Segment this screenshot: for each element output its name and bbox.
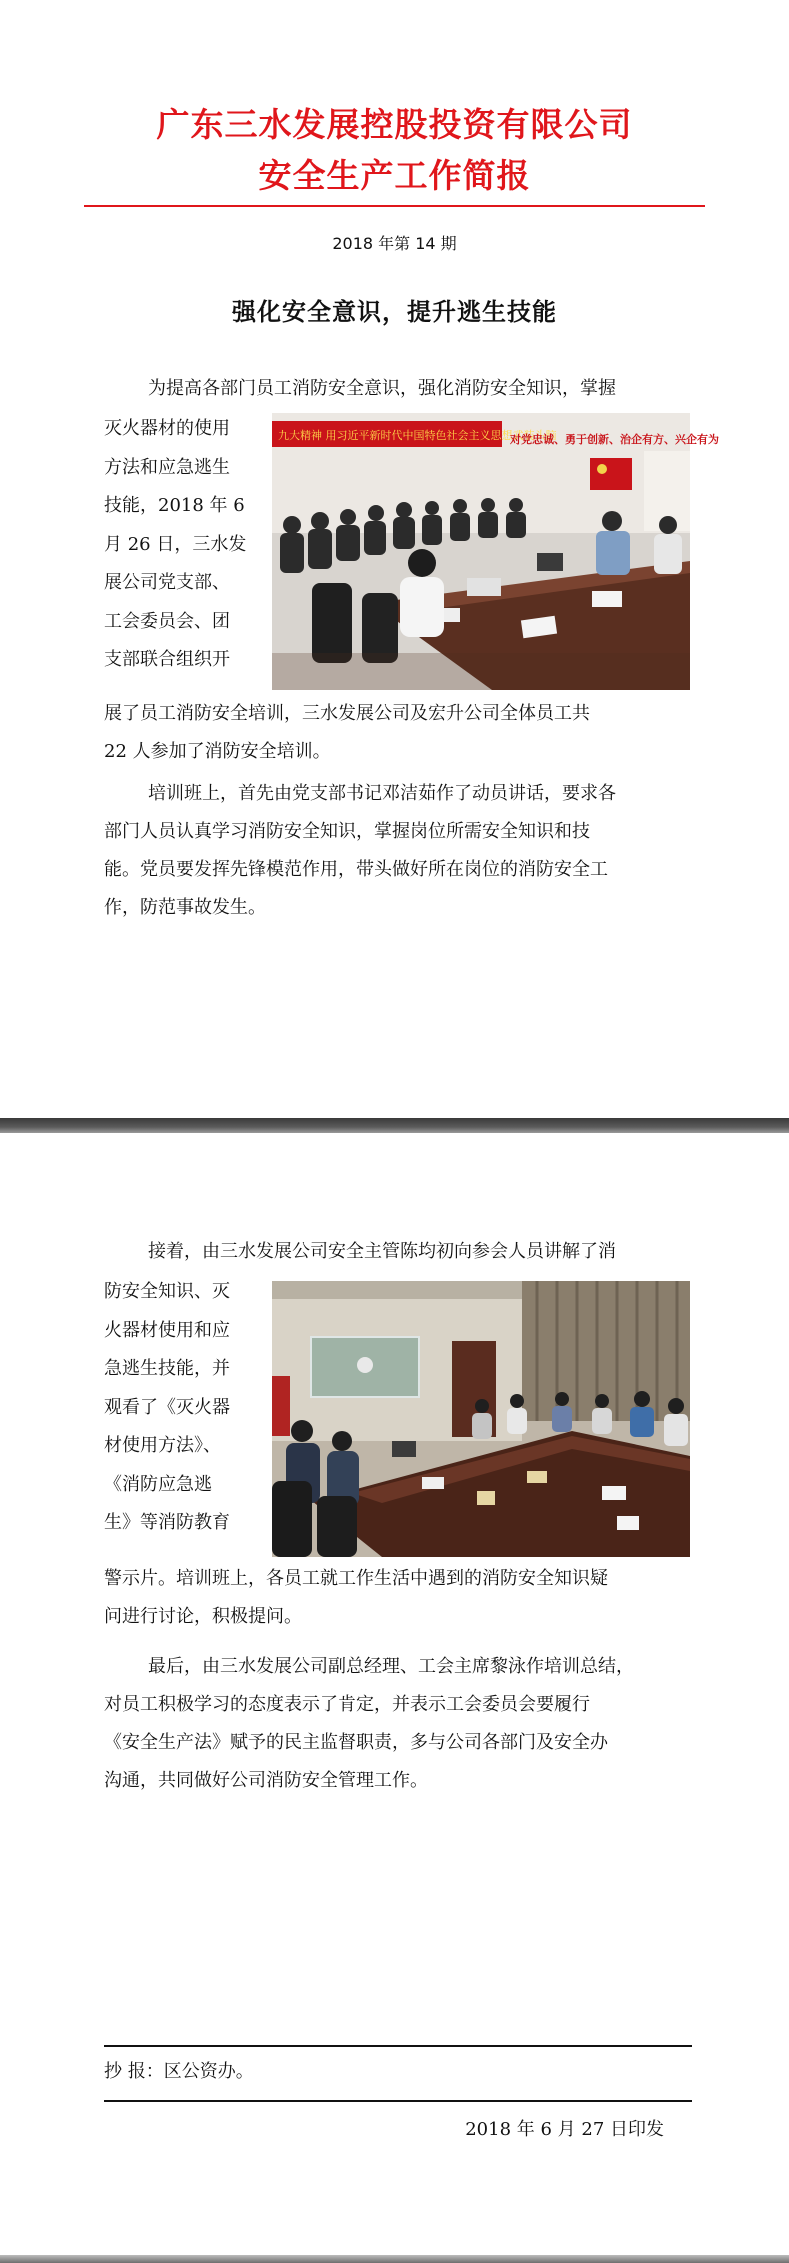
footer-rule-top <box>104 2045 692 2047</box>
paragraph-1-wrap <box>104 410 274 680</box>
text-line: 观看了《灭火器 <box>104 1396 230 1418</box>
text-line: 展了员工消防安全培训，三水发展公司及宏升公司全体员工共 <box>104 703 590 724</box>
cc-line: 抄 报：区公资办。 <box>104 2061 254 2082</box>
page-1 <box>0 0 789 1118</box>
text-line: 警示片。培训班上，各员工就工作生活中遇到的消防安全知识疑 <box>104 1568 608 1589</box>
text-line: 22 人参加了消防安全培训。 <box>104 741 331 762</box>
text-line: 《安全生产法》赋予的民主监督职责，多与公司各部门及安全办 <box>104 1732 608 1753</box>
text-line: 方法和应急逃生 <box>104 456 230 478</box>
paragraph-3-first-line: 接着，由三水发展公司安全主管陈均初向参会人员讲解了消 <box>148 1241 616 1262</box>
issue-number: 2018 年第 14 期 <box>332 234 457 253</box>
text-line: 急逃生技能，并 <box>104 1358 230 1379</box>
text-line: 《消防应急逃 <box>104 1473 212 1495</box>
red-divider <box>84 205 705 207</box>
paragraph-2 <box>104 775 693 927</box>
bulletin-title: 安全生产工作简报 <box>258 156 531 195</box>
text-line: 支部联合组织开 <box>104 649 230 670</box>
footer-rule-bottom <box>104 2100 692 2102</box>
text-line: 沟通，共同做好公司消防安全管理工作。 <box>104 1770 428 1791</box>
text-line: 问进行讨论，积极提问。 <box>104 1606 302 1627</box>
print-date: 2018 年 6 月 27 日印发 <box>465 2119 664 2140</box>
article-headline: 强化安全意识，提升逃生技能 <box>232 297 557 326</box>
page-break <box>0 1118 789 1133</box>
text-line: 材使用方法》、 <box>104 1435 221 1456</box>
training-photo-video <box>272 1281 690 1557</box>
text-line: 作，防范事故发生。 <box>104 897 266 918</box>
text-line: 培训班上，首先由党支部书记邓洁茹作了动员讲话，要求各 <box>148 783 616 804</box>
paragraph-4 <box>104 1648 693 1800</box>
paragraph-1-tail <box>104 695 693 771</box>
paragraph-3-tail <box>104 1560 693 1636</box>
page-bottom-edge <box>0 2255 789 2263</box>
text-line: 防安全知识、灭 <box>104 1281 230 1302</box>
text-line: 火器材使用和应 <box>104 1319 230 1341</box>
paragraph-1-first-line: 为提高各部门员工消防安全意识，强化消防安全知识，掌握 <box>148 378 616 399</box>
org-title: 广东三水发展控股投资有限公司 <box>156 105 633 144</box>
training-photo-meeting <box>272 413 719 690</box>
text-line: 展公司党支部、 <box>104 572 230 593</box>
slogan-text: 对党忠诚、勇于创新、治企有方、兴企有为 <box>510 433 719 446</box>
text-line: 技能，2018 年 6 <box>104 495 245 516</box>
text-line: 灭火器材的使用 <box>104 418 230 439</box>
text-line: 生》等消防教育 <box>104 1512 230 1533</box>
text-line: 部门人员认真学习消防安全知识，掌握岗位所需安全知识和技 <box>104 821 590 842</box>
text-line: 对员工积极学习的态度表示了肯定，并表示工会委员会要履行 <box>104 1694 590 1715</box>
text-line: 能。党员要发挥先锋模范作用，带头做好所在岗位的消防安全工 <box>104 859 608 880</box>
text-line: 最后，由三水发展公司副总经理、工会主席黎泳作培训总结， <box>148 1656 634 1677</box>
banner-text: 九大精神 用习近平新时代中国特色社会主义思想武装头脑 <box>278 429 557 442</box>
text-line: 月 26 日，三水发 <box>104 533 247 555</box>
paragraph-3-wrap <box>104 1273 274 1543</box>
text-line: 工会委员会、团 <box>104 610 230 632</box>
